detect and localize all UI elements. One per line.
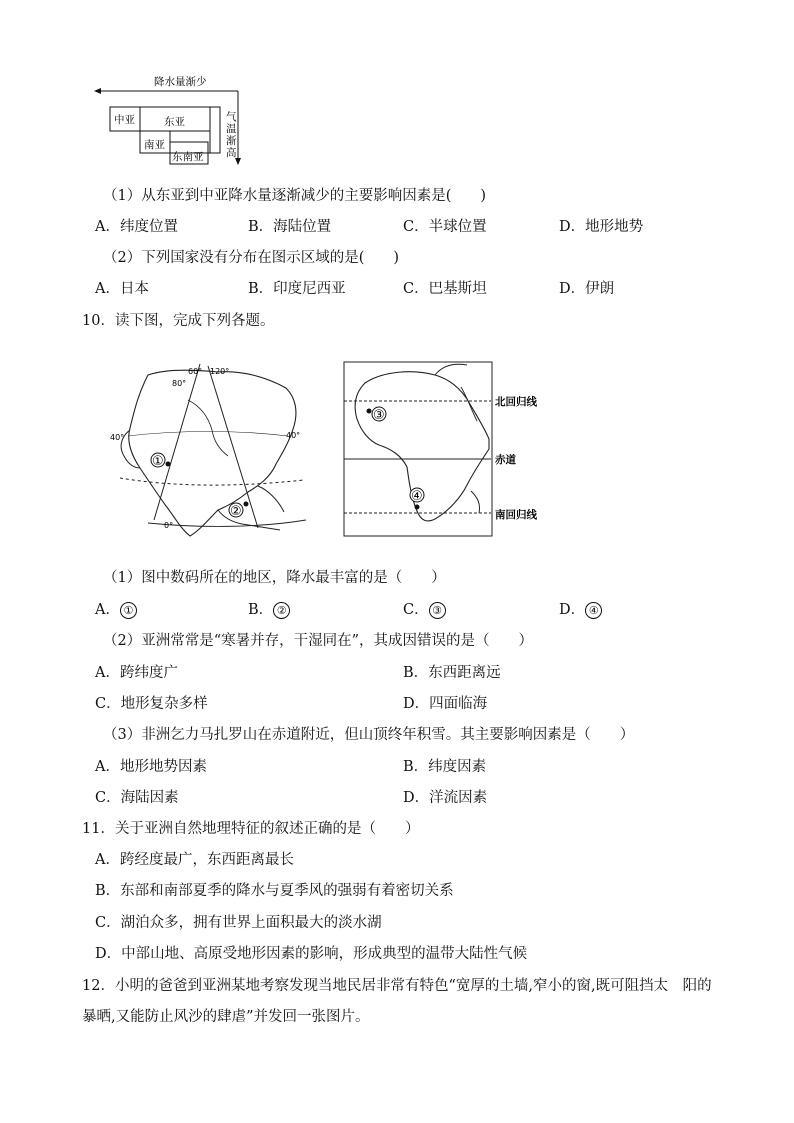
q11-option-b[interactable]: B．东部和南部夏季的降水与夏季风的强弱有着密切关系 (95, 883, 454, 899)
side-label-2: 温 (226, 123, 237, 135)
lon-60: 60° (188, 367, 203, 376)
circled-1: ① (120, 602, 137, 619)
q10-sub3-option-a[interactable]: A．地形地势因素 (95, 759, 207, 775)
q12-line1: 12．小明的爸爸到亚洲某地考察发现当地民居非常有特色“宽厚的土墙,窄小的窗,既可阻挡太 阳的 (82, 978, 712, 994)
option-letter: C． (403, 602, 429, 618)
q10-sub2-option-b[interactable]: B．东西距离远 (403, 665, 501, 681)
q11-title: 11．关于亚洲自然地理特征的叙述正确的是（ ） (82, 821, 420, 837)
circled-2: ② (273, 602, 290, 619)
q11-option-d[interactable]: D．中部山地、高原受地形因素的影响，形成典型的温带大陆性气候 (95, 946, 528, 962)
q10-sub2-option-a[interactable]: A．跨纬度广 (95, 665, 178, 681)
africa-map (343, 361, 558, 539)
lon-120: 120° (210, 367, 230, 376)
q9-sub2: （2）下列国家没有分布在图示区域的是( ) (103, 250, 400, 266)
top-arrow-label: 降水量渐少 (154, 76, 207, 88)
q11-option-c[interactable]: C．湖泊众多，拥有世界上面积最大的淡水湖 (95, 915, 382, 931)
q10-sub1-option-c[interactable] (403, 600, 446, 620)
q10-sub3-option-d[interactable]: D．洋流因素 (403, 790, 488, 806)
option-letter: B． (248, 602, 274, 618)
asia-map (108, 360, 313, 545)
lat-40-left: 40° (110, 433, 125, 442)
q10-sub2: （2）亚洲常常是“寒暑并存，干湿同在”，其成因错误的是（ ） (103, 633, 534, 649)
q10-sub1: （1）图中数码所在的地区，降水最丰富的是（ ） (103, 570, 446, 586)
africa-marker-4: ④ (411, 489, 423, 504)
circled-3: ③ (429, 602, 446, 619)
q9-sub1-option-a[interactable]: A．纬度位置 (95, 219, 178, 235)
q11-option-a[interactable]: A．跨经度最广，东西距离最长 (95, 852, 294, 868)
q10-sub3: （3）非洲乞力马扎罗山在赤道附近，但山顶终年积雪。其主要影响因素是（ ） (103, 727, 635, 743)
box-south-asia: 南亚 (144, 139, 165, 151)
q9-sub2-option-b[interactable]: B．印度尼西亚 (248, 281, 346, 297)
box-southeast-asia: 东南亚 (172, 151, 204, 163)
q9-sub2-option-c[interactable]: C．巴基斯坦 (403, 281, 487, 297)
q9-sub1-option-d[interactable]: D．地形地势 (559, 219, 644, 235)
africa-line-south-tropic: 南回归线 (495, 509, 537, 521)
asia-marker-2: ② (230, 504, 242, 519)
q9-sub2-option-d[interactable]: D．伊朗 (559, 281, 615, 297)
side-label-4: 高 (226, 147, 237, 159)
asia-marker-1: ① (152, 454, 164, 469)
side-label-3: 渐 (226, 135, 237, 147)
africa-line-equator: 赤道 (495, 454, 516, 466)
q10-sub3-option-b[interactable]: B．纬度因素 (403, 759, 487, 775)
q9-sub1-option-c[interactable]: C．半球位置 (403, 219, 487, 235)
lat-0: 0° (164, 521, 174, 530)
q10-sub1-option-b[interactable] (248, 600, 290, 620)
q9-sub1: （1）从东亚到中亚降水量逐渐减少的主要影响因素是( ) (103, 188, 487, 204)
q10-sub1-option-a[interactable] (95, 600, 137, 620)
side-label-1: 气 (226, 111, 237, 123)
q10-title: 10．读下图，完成下列各题。 (82, 313, 275, 329)
lon-80: 80° (172, 379, 187, 388)
q9-sub1-option-b[interactable]: B．海陆位置 (248, 219, 332, 235)
box-central-asia: 中亚 (114, 114, 135, 126)
q10-sub2-option-d[interactable]: D．四面临海 (403, 696, 488, 712)
q10-sub2-option-c[interactable]: C．地形复杂多样 (95, 696, 208, 712)
option-letter: D． (559, 602, 586, 618)
region-climate-diagram (92, 72, 252, 172)
box-east-asia: 东亚 (164, 116, 185, 128)
option-letter: A． (95, 602, 120, 618)
africa-marker-3: ③ (373, 408, 385, 423)
q10-sub3-option-c[interactable]: C．海陆因素 (95, 790, 179, 806)
africa-line-north-tropic: 北回归线 (495, 396, 537, 408)
q12-line2: 暴晒,又能防止风沙的肆虐”并发回一张图片。 (82, 1009, 370, 1025)
lat-40-right: 40° (286, 431, 301, 440)
circled-4: ④ (585, 602, 602, 619)
q10-sub1-option-d[interactable] (559, 600, 602, 620)
q9-sub2-option-a[interactable]: A．日本 (95, 281, 149, 297)
